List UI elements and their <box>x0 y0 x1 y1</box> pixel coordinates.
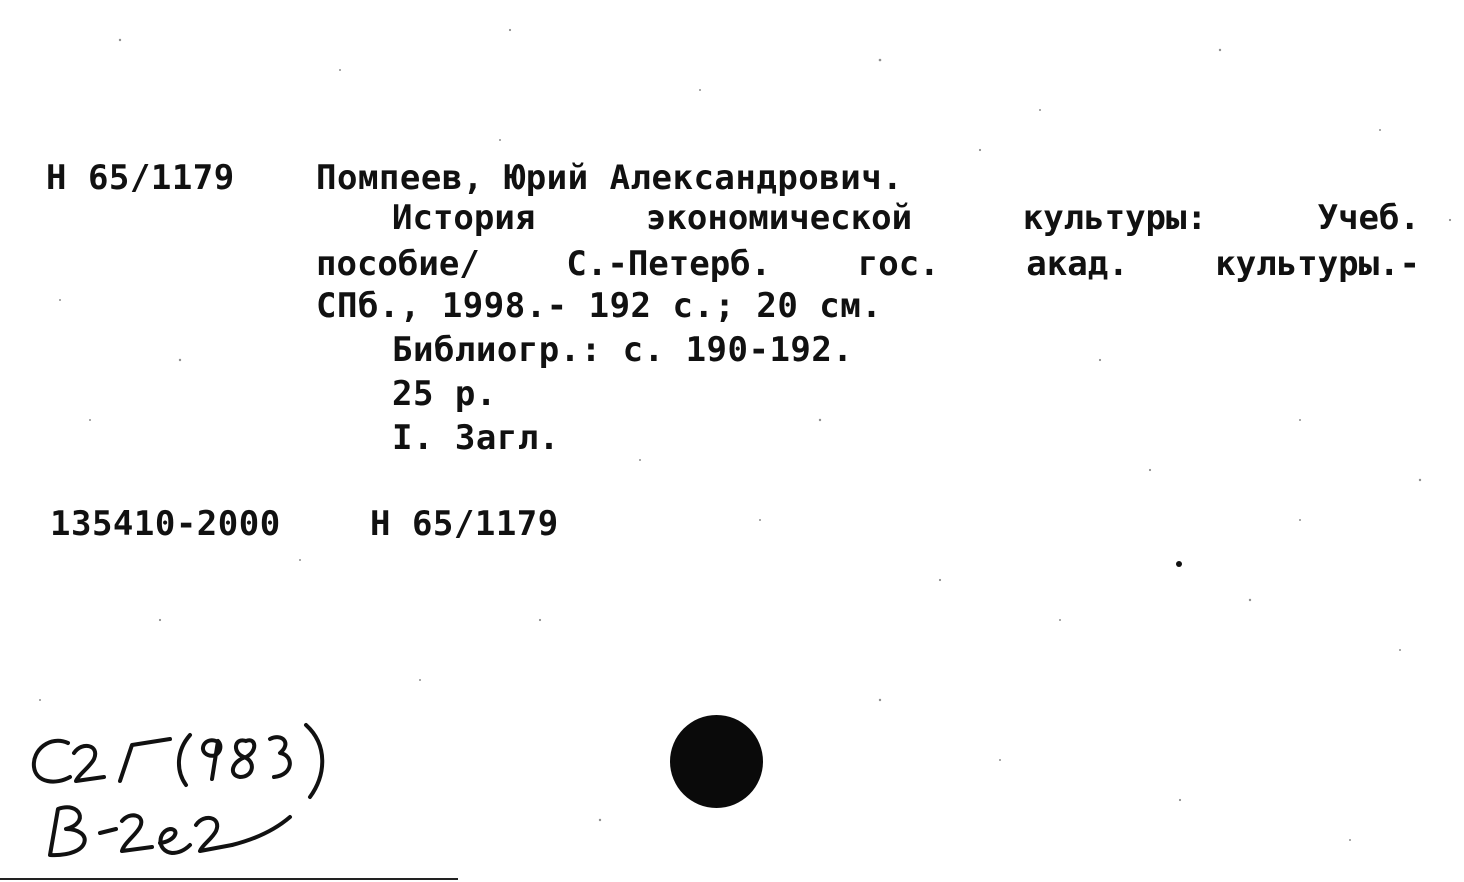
handwritten-classification-note <box>20 705 350 875</box>
ink-speck <box>1176 561 1182 567</box>
title-word: акад. <box>1026 244 1129 284</box>
title-word: пособие/ <box>316 244 480 284</box>
author-heading: Помпеев, Юрий Александрович. <box>316 158 904 198</box>
price: 25 р. <box>392 374 497 414</box>
imprint: СПб., 1998.- 192 с.; 20 см. <box>316 286 883 326</box>
bottom-edge-line <box>0 878 458 880</box>
bibliography-note: Библиогр.: с. 190-192. <box>392 330 854 370</box>
title-line-2 <box>316 244 1420 284</box>
title-word: культуры.- <box>1215 244 1420 284</box>
title-line-1 <box>392 198 1420 238</box>
title-word: культуры: <box>1022 198 1207 238</box>
title-word: гос. <box>857 244 940 284</box>
title-word: экономической <box>645 198 913 238</box>
tracing: I. Загл. <box>392 418 560 458</box>
bottom-call-number: Н 65/1179 <box>370 504 559 544</box>
accession-number: 135410-2000 <box>50 504 281 544</box>
title-word: Учеб. <box>1317 198 1420 238</box>
call-number: Н 65/1179 <box>46 158 235 198</box>
title-word: История <box>392 198 536 238</box>
card-hole <box>670 715 763 808</box>
title-word: С.-Петерб. <box>566 244 772 284</box>
